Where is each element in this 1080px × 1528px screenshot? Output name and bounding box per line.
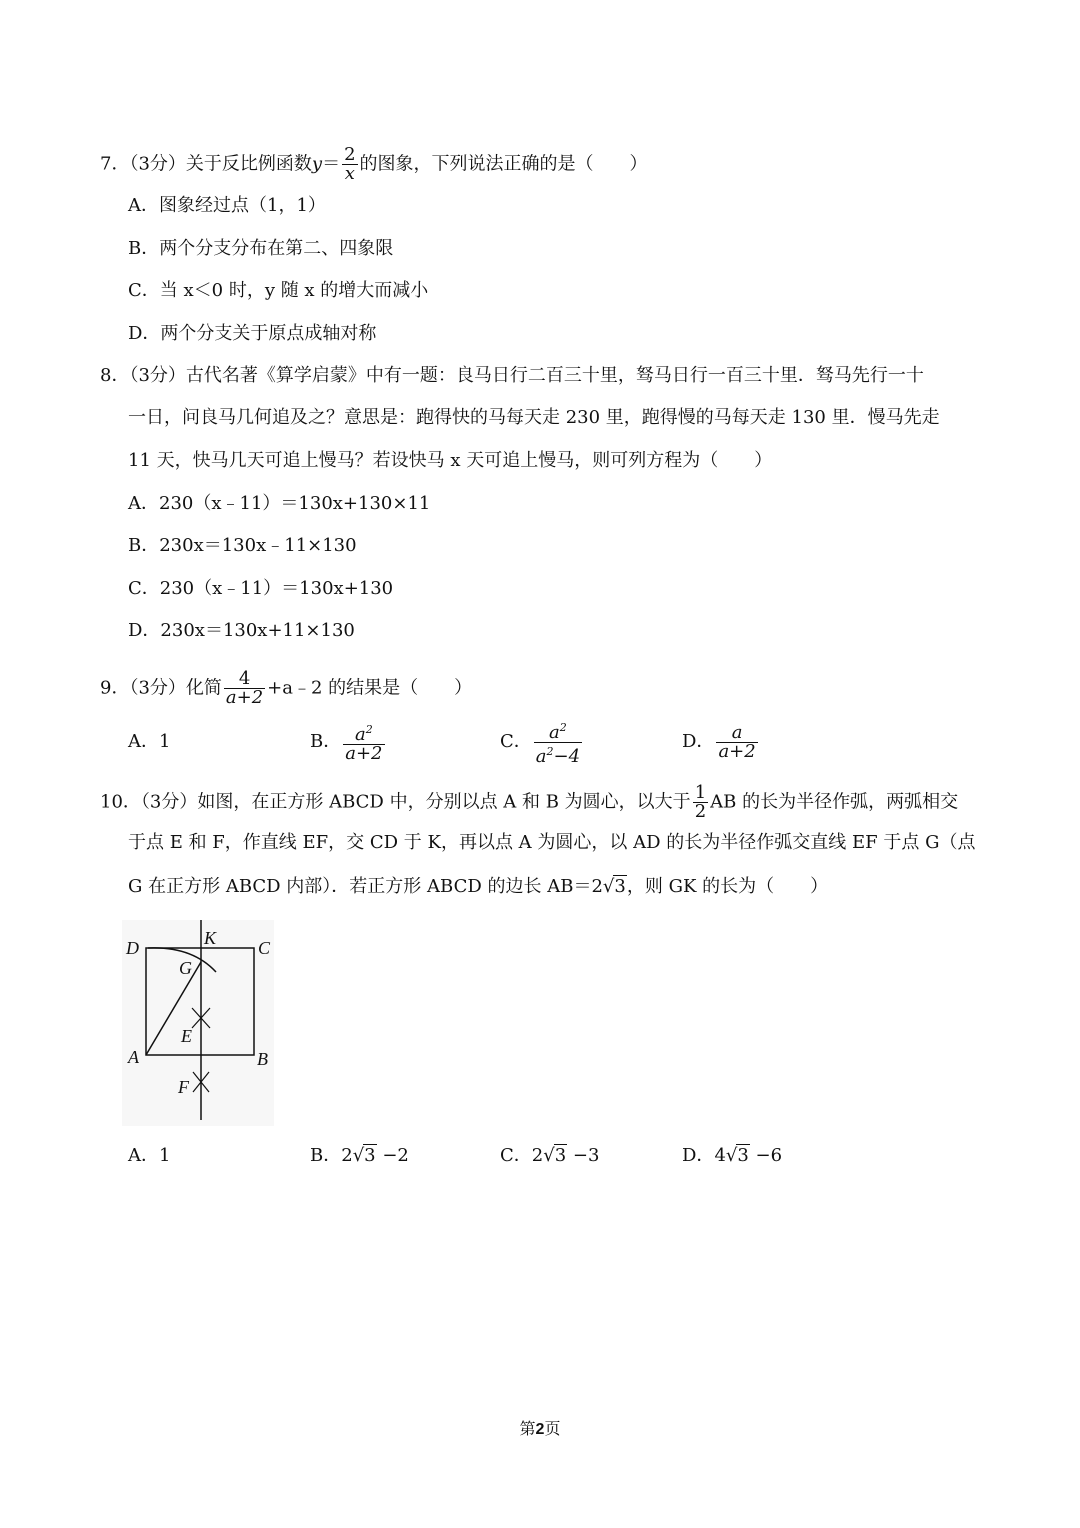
q10-frac-num: 1 [694,782,707,803]
q9-option-c-num: a [549,721,560,743]
q10-option-d-label: D． [682,1145,715,1166]
q7-frac-den: x [344,163,355,184]
q10-line3-text: G 在正方形 ABCD 内部）．若正方形 ABCD 的边长 AB＝2 [128,876,603,897]
q7-option-c: C．当 x＜0 时，y 随 x 的增大而减小 [128,280,429,301]
q10-stem-tail: AB 的长为半径作弧，两弧相交 [710,791,959,813]
q9-option-c-exp: 2 [559,720,567,734]
q9-fraction [224,670,265,707]
q7-stem [100,146,648,183]
q8-option-d: D．230x＝130x+11×130 [128,620,355,641]
q9-option-c-fraction [534,719,582,766]
figure-background [122,920,274,1126]
q10-option-c-coef: 2 [531,1145,544,1166]
page-number-value: 2 [535,1421,545,1438]
q8-stem-line-1: 8．（3分）古代名著《算学启蒙》中有一题：良马日行二百三十里，驽马日行一百三十里．驽马先行一十 [100,365,924,386]
q10-stem-line-2: 于点 E 和 F，作直线 EF，交 CD 于 K，再以点 A 为圆心，以 AD 的长为半径作弧交直线 EF 于点 G（点 [128,832,976,853]
label-b: B [257,1049,268,1069]
q10-geometry-figure [122,920,274,1126]
q10-option-b-root: 3 [364,1145,376,1166]
q10-stem-line-1 [100,784,958,821]
q9-option-b-fraction [343,721,384,763]
q10-option-b: B．2√3 −2 [310,1145,409,1166]
label-k: K [204,928,217,948]
q10-option-c-root: 3 [554,1145,567,1166]
q10-option-d-coef: 4 [714,1145,726,1166]
q9-option-c-den-tail: −4 [553,745,581,767]
q10-option-c-tail: −3 [567,1145,600,1166]
page-number [0,1416,1080,1439]
q10-line3-tail: ，则 GK 的长为（ ） [626,876,829,897]
q9-option-b-exp: 2 [365,723,373,736]
q7-option-d: D．两个分支关于原点成轴对称 [128,323,377,344]
q7-option-a: A．图象经过点（1，1） [128,195,326,216]
label-e: E [181,1026,192,1046]
q8-stem-line-2: 一日，问良马几何追及之？意思是：跑得快的马每天走 230 里，跑得慢的马每天走 130 里．慢马先走 [128,407,940,428]
q9-option-d-fraction [716,721,757,762]
q9-option-d-den: a+2 [718,740,756,762]
q9-option-d-label: D． [682,731,715,752]
q10-fraction [693,784,708,821]
q9-frac-num: 4 [224,670,265,689]
q9-stem-text: 9．（3分）化简 [100,677,222,699]
label-g: G [179,958,192,978]
q7-fraction [342,146,357,183]
q10-option-b-tail: −2 [376,1145,409,1166]
q9-option-b-den: a+2 [345,743,383,764]
q10-option-c: C．2√3 −3 [500,1145,600,1166]
q9-frac-den: a+2 [225,687,264,708]
q9-stem-tail: +a﹣2 的结果是（ ） [267,677,473,699]
q9-option-a-value: 1 [159,731,171,752]
q8-option-b: B．230x＝130x﹣11×130 [128,535,357,556]
q10-option-d-tail: −6 [749,1145,783,1166]
q9-option-b-num: a [355,724,366,745]
label-c: C [258,938,271,958]
q7-stem-text: 7．（3分）关于反比例函数 [100,153,312,175]
q7-stem-tail: 的图象，下列说法正确的是（ ） [359,153,648,175]
q10-stem-text: 10．（3分）如图，在正方形 ABCD 中，分别以点 A 和 B 为圆心，以大于 [100,791,691,813]
q10-option-b-coef: 2 [341,1145,353,1166]
q10-option-a-label: A． [128,1145,159,1166]
q9-option-b-label: B． [310,731,342,752]
q10-option-c-label: C． [500,1145,532,1166]
q10-option-a [128,1144,170,1168]
q10-option-a-value: 1 [159,1145,171,1166]
q9-option-a-label: A． [128,731,159,752]
q9-option-c-den-exp: 2 [546,744,554,758]
label-d: D [126,938,139,958]
q9-option-a [128,730,170,754]
q7-frac-num: 2 [344,144,356,165]
q7-var-y: y [311,153,323,175]
q10-option-b-label: B． [310,1145,342,1166]
q9-option-d [682,718,760,766]
q9-option-c-den-base: a [535,745,547,767]
q10-frac-den: 2 [694,801,707,822]
q7-equals: ＝ [322,153,341,175]
q8-option-a: A．230（x﹣11）＝130x+130×11 [128,493,431,514]
page-number-suffix: 页 [544,1419,561,1438]
q10-option-d-root: 3 [737,1145,749,1166]
q10-stem-line-3: G 在正方形 ABCD 内部）．若正方形 ABCD 的边长 AB＝2√3，则 GK 的长为（ ） [128,876,829,897]
q8-stem-line-3: 11 天，快马几天可追上慢马？若设快马 x 天可追上慢马，则可列方程为（ ） [128,450,773,471]
q9-option-b [310,718,387,766]
q9-option-d-num: a [716,724,757,743]
q9-stem [100,670,472,707]
label-f: F [178,1077,189,1097]
q9-option-c-label: C． [500,731,532,752]
q8-option-c: C．230（x﹣11）＝130x+130 [128,578,394,599]
q9-option-c [500,718,584,766]
q10-line3-root: 3 [614,876,626,897]
page-number-prefix: 第 [519,1419,536,1438]
q10-option-d: D．4√3 −6 [682,1145,783,1166]
q7-option-b: B．两个分支分布在第二、四象限 [128,238,394,259]
label-a: A [128,1047,139,1067]
